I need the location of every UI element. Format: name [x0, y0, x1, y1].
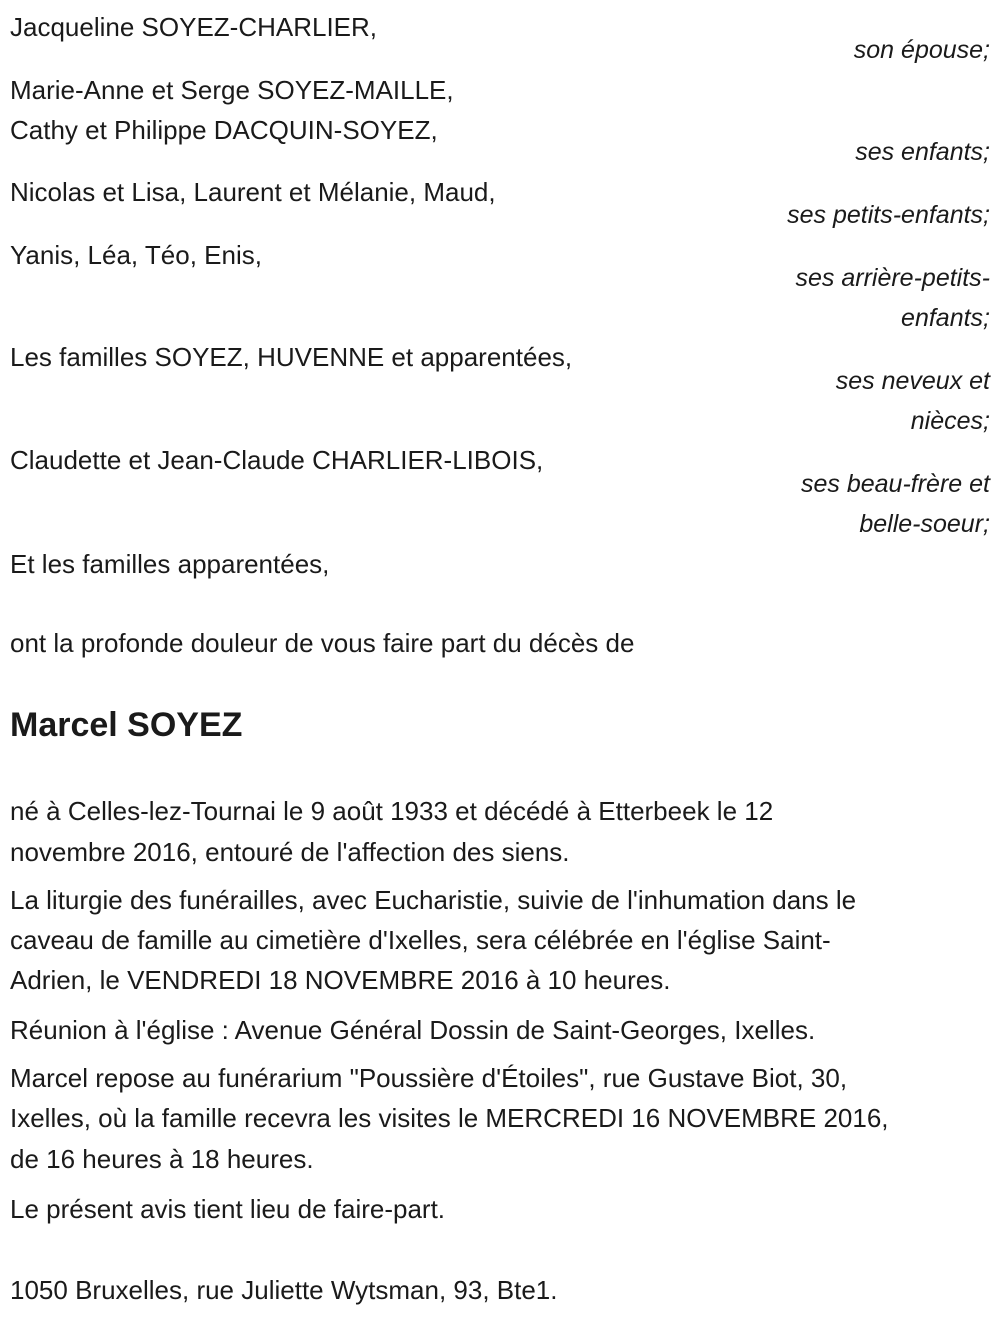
family-relation: ses beau-frère et [801, 470, 990, 498]
paragraph-line: caveau de famille au cimetière d'Ixelles, sera célébrée en l'église Saint- [10, 925, 831, 955]
family-relation: ses petits-enfants; [787, 201, 990, 229]
family-relation: enfants; [901, 304, 990, 332]
family-names: Nicolas et Lisa, Laurent et Mélanie, Maud, [10, 177, 496, 207]
paragraph-line: Le présent avis tient lieu de faire-part. [10, 1194, 446, 1224]
paragraph-line: novembre 2016, entouré de l'affection des siens. [10, 837, 570, 867]
deceased-name: Marcel SOYEZ [10, 706, 243, 744]
announcement: ont la profonde douleur de vous faire part du décès de [10, 628, 635, 658]
family-names: Cathy et Philippe DACQUIN-SOYEZ, [10, 115, 438, 145]
family-names: Et les familles apparentées, [10, 549, 330, 579]
paragraph-line: de 16 heures à 18 heures. [10, 1144, 314, 1174]
address: 1050 Bruxelles, rue Juliette Wytsman, 93, Bte1. [10, 1275, 558, 1305]
family-relation: ses neveux et [835, 367, 990, 395]
family-relation: son épouse; [853, 36, 990, 64]
family-names: Marie-Anne et Serge SOYEZ-MAILLE, [10, 75, 454, 105]
paragraph-line: Adrien, le VENDREDI 18 NOVEMBRE 2016 à 10 heures. [10, 965, 671, 995]
family-relation: belle-soeur; [859, 510, 990, 538]
family-names: Claudette et Jean-Claude CHARLIER-LIBOIS, [10, 445, 544, 475]
family-relation: ses enfants; [855, 138, 990, 166]
paragraph-line: Réunion à l'église : Avenue Général Dossin de Saint-Georges, Ixelles. [10, 1015, 816, 1045]
family-names: Jacqueline SOYEZ-CHARLIER, [10, 12, 378, 42]
paragraph-line: Marcel repose au funérarium "Poussière d'Étoiles", rue Gustave Biot, 30, [10, 1063, 848, 1093]
family-relation: ses arrière-petits- [795, 264, 990, 292]
paragraph-line: La liturgie des funérailles, avec Eucharistie, suivie de l'inhumation dans le [10, 885, 857, 915]
family-names: Yanis, Léa, Téo, Enis, [10, 240, 262, 270]
paragraph-line: né à Celles-lez-Tournai le 9 août 1933 et décédé à Etterbeek le 12 [10, 796, 774, 826]
paragraph-line: Ixelles, où la famille recevra les visites le MERCREDI 16 NOVEMBRE 2016, [10, 1103, 889, 1133]
family-relation: nièces; [910, 407, 990, 435]
family-names: Les familles SOYEZ, HUVENNE et apparentées, [10, 342, 573, 372]
